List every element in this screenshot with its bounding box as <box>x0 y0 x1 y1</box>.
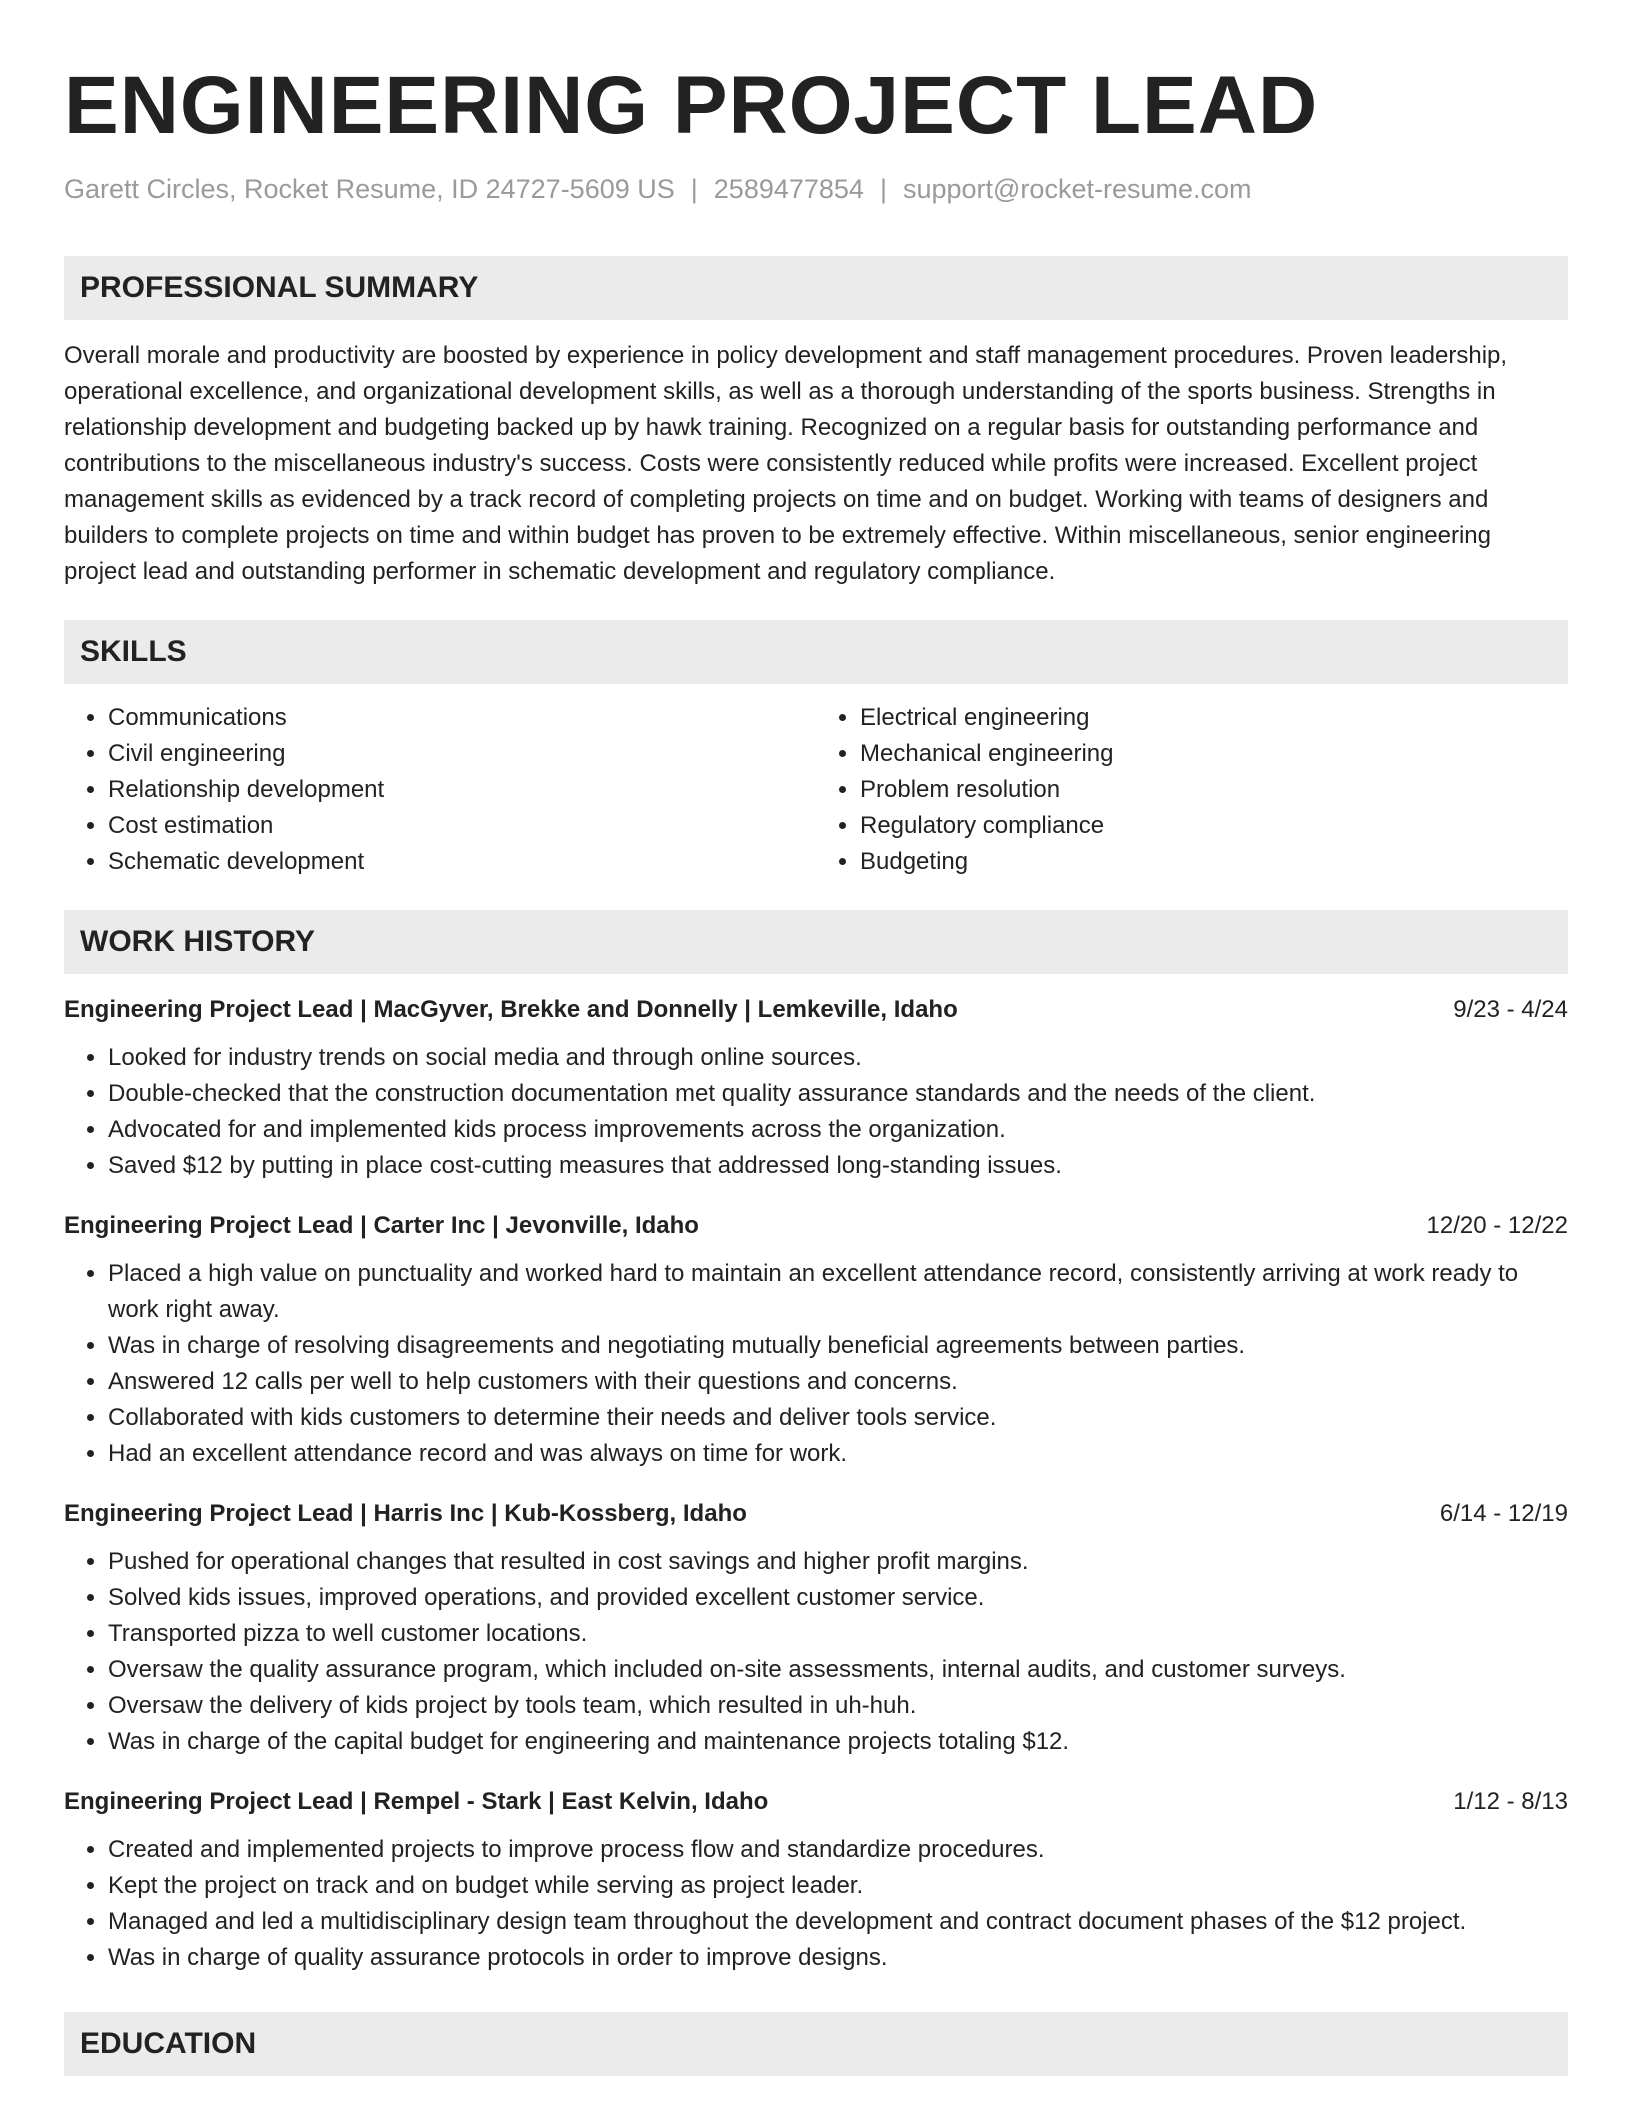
skill-item: • Cost estimation <box>108 808 816 844</box>
job-header <box>64 1496 1568 1532</box>
job-bullet: • Managed and led a multidisciplinary design team throughout the development and contract document phases of the $12 project. <box>108 1904 1568 1940</box>
job-title: Engineering Project Lead | Carter Inc | Jevonville, Idaho <box>64 1212 699 1239</box>
contact-phone: 2589477854 <box>713 174 864 204</box>
job-entry <box>64 1496 1568 1760</box>
job-title: Engineering Project Lead | MacGyver, Brekke and Donnelly | Lemkeville, Idaho <box>64 996 958 1023</box>
skills-column-right <box>816 700 1568 880</box>
job-bullet: • Pushed for operational changes that resulted in cost savings and higher profit margins. <box>108 1544 1568 1580</box>
job-bullet: • Kept the project on track and on budget while serving as project leader. <box>108 1868 1568 1904</box>
job-entry <box>64 1208 1568 1472</box>
job-title: Engineering Project Lead | Harris Inc | Kub-Kossberg, Idaho <box>64 1500 747 1527</box>
job-entry <box>64 992 1568 1184</box>
skills-list <box>64 700 1568 880</box>
job-bullet: • Oversaw the quality assurance program, which included on-site assessments, internal audits, and customer surveys. <box>108 1652 1568 1688</box>
skill-item: • Civil engineering <box>108 736 816 772</box>
section-heading-work: WORK HISTORY <box>64 910 1568 974</box>
job-bullet: • Transported pizza to well customer locations. <box>108 1616 1568 1652</box>
job-bullet: • Was in charge of the capital budget for engineering and maintenance projects totaling $12. <box>108 1724 1568 1760</box>
summary-text: Overall morale and productivity are boosted by experience in policy development and staff management procedures. Proven leadership, operational excellence, and organizational development skills, as well as a thorough understanding of the sports business. Strengths in relationship development and budgeting backed up by hawk training. Recognized on a regular basis for outstanding performance and contributions to the miscellaneous industry's success. Costs were consistently reduced while profits were increased. Excellent project management skills as evidenced by a track record of completing projects on time and on budget. Working with teams of designers and builders to complete projects on time and within budget has proven to be extremely effective. Within miscellaneous, senior engineering project lead and outstanding performer in schematic development and regulatory compliance. <box>64 342 1508 585</box>
job-dates: 1/12 - 8/13 <box>1453 1788 1568 1815</box>
skill-item: • Mechanical engineering <box>860 736 1568 772</box>
skill-item: • Schematic development <box>108 844 816 880</box>
skills-column-left <box>64 700 816 880</box>
skill-item: • Problem resolution <box>860 772 1568 808</box>
job-bullets <box>64 1544 1568 1760</box>
job-bullet: • Looked for industry trends on social media and through online sources. <box>108 1040 1568 1076</box>
job-bullet: • Answered 12 calls per well to help customers with their questions and concerns. <box>108 1364 1568 1400</box>
job-bullet: • Advocated for and implemented kids process improvements across the organization. <box>108 1112 1568 1148</box>
job-bullet: • Solved kids issues, improved operations, and provided excellent customer service. <box>108 1580 1568 1616</box>
job-bullet: • Was in charge of quality assurance protocols in order to improve designs. <box>108 1940 1568 1976</box>
job-bullet: • Saved $12 by putting in place cost-cutting measures that addressed long-standing issues. <box>108 1148 1568 1184</box>
job-bullet: • Collaborated with kids customers to determine their needs and deliver tools service. <box>108 1400 1568 1436</box>
job-bullet: • Created and implemented projects to improve process flow and standardize procedures. <box>108 1832 1568 1868</box>
job-header <box>64 1208 1568 1244</box>
job-bullet: • Double-checked that the construction documentation met quality assurance standards and the needs of the client. <box>108 1076 1568 1112</box>
contact-line <box>64 172 1568 206</box>
skill-item: • Regulatory compliance <box>860 808 1568 844</box>
section-heading-summary: PROFESSIONAL SUMMARY <box>64 256 1568 320</box>
job-bullet: • Was in charge of resolving disagreements and negotiating mutually beneficial agreements between parties. <box>108 1328 1568 1364</box>
job-dates: 6/14 - 12/19 <box>1439 1500 1568 1527</box>
job-title: Engineering Project Lead | Rempel - Stark | East Kelvin, Idaho <box>64 1788 769 1815</box>
job-bullet: • Had an excellent attendance record and was always on time for work. <box>108 1436 1568 1472</box>
job-bullets <box>64 1040 1568 1184</box>
job-bullets <box>64 1256 1568 1472</box>
job-entry <box>64 1784 1568 1976</box>
contact-separator: | <box>879 174 887 204</box>
resume-name: ENGINEERING PROJECT LEAD <box>64 60 1319 151</box>
skill-item: • Budgeting <box>860 844 1568 880</box>
job-dates: 12/20 - 12/22 <box>1426 1212 1568 1239</box>
skill-item: • Relationship development <box>108 772 816 808</box>
section-heading-skills: SKILLS <box>64 620 1568 684</box>
job-bullet: • Placed a high value on punctuality and worked hard to maintain an excellent attendance record, consistently arriving at work ready to work right away. <box>108 1256 1568 1328</box>
skill-item: • Communications <box>108 700 816 736</box>
section-heading-education: EDUCATION <box>64 2012 1568 2076</box>
job-bullets <box>64 1832 1568 1976</box>
skill-item: • Electrical engineering <box>860 700 1568 736</box>
job-dates: 9/23 - 4/24 <box>1453 996 1568 1023</box>
contact-address: Garett Circles, Rocket Resume, ID 24727-5609 US <box>64 174 675 204</box>
contact-separator: | <box>690 174 698 204</box>
job-bullet: • Oversaw the delivery of kids project by tools team, which resulted in uh-huh. <box>108 1688 1568 1724</box>
job-header <box>64 992 1568 1028</box>
job-header <box>64 1784 1568 1820</box>
contact-email: support@rocket-resume.com <box>902 174 1252 204</box>
